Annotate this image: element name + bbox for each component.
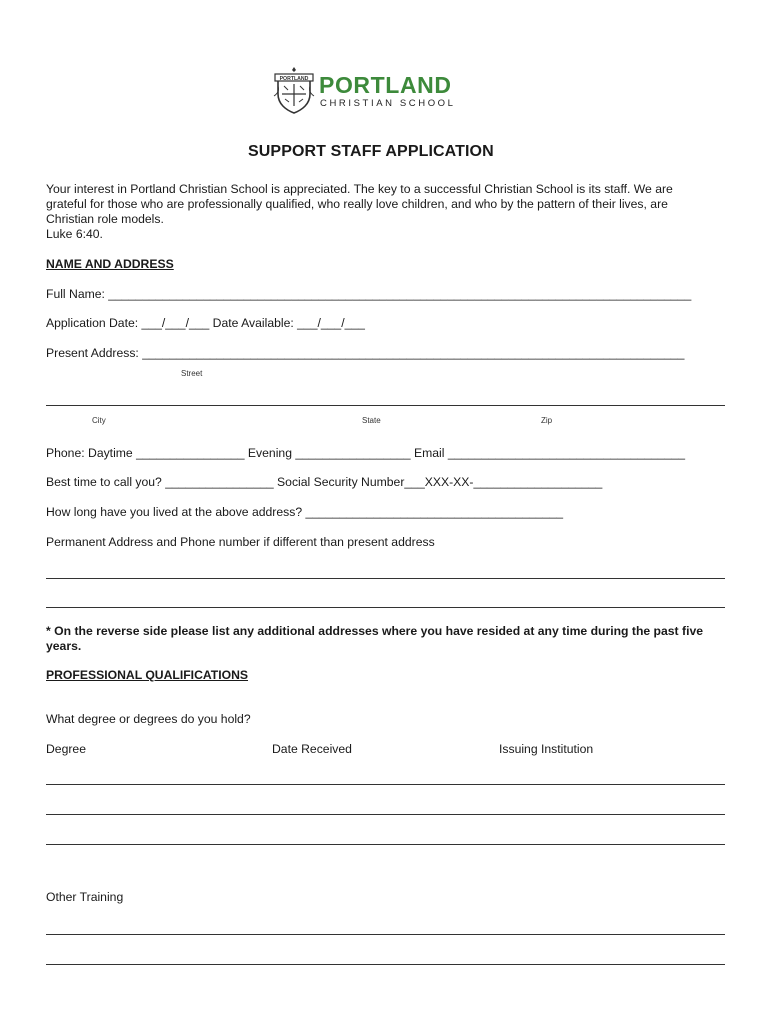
other-training-line-1[interactable] <box>46 934 725 935</box>
crest-icon <box>272 66 316 114</box>
present-address-field[interactable]: Present Address: ________________________________________________________________________________ <box>46 346 685 360</box>
city-label: City <box>92 416 106 425</box>
reverse-side-note-line-2: years. <box>46 639 82 653</box>
application-date-field[interactable]: Application Date: ___/___/___ Date Available: ___/___/___ <box>46 316 365 330</box>
permanent-address-line-2[interactable] <box>46 607 725 608</box>
crest-label: PORTLAND <box>279 75 309 82</box>
intro-line-3: Christian role models. <box>46 212 164 226</box>
full-name-field[interactable]: Full Name: ______________________________________________________________________________________ <box>46 287 692 301</box>
state-label: State <box>362 416 381 425</box>
degree-line-1[interactable] <box>46 784 725 785</box>
scripture-reference: Luke 6:40. <box>46 227 103 241</box>
school-logo <box>272 66 462 114</box>
residence-duration-field[interactable]: How long have you lived at the above address? ______________________________________ <box>46 505 564 519</box>
page-title: SUPPORT STAFF APPLICATION <box>248 143 494 160</box>
best-time-ssn-field[interactable]: Best time to call you? ________________ Social Security Number___XXX-XX-___________________ <box>46 475 603 489</box>
section-heading-name-address: NAME AND ADDRESS <box>46 257 174 271</box>
other-training-line-2[interactable] <box>46 964 725 965</box>
intro-line-2: grateful for those who are professionally qualified, who really love children, and who by the pattern of their lives, are <box>46 197 668 211</box>
logo-wordmark: PORTLAND <box>319 72 452 98</box>
other-training-label: Other Training <box>46 890 124 904</box>
degree-line-2[interactable] <box>46 814 725 815</box>
degree-column-header: Degree <box>46 742 86 756</box>
section-heading-qualifications: PROFESSIONAL QUALIFICATIONS <box>46 668 249 682</box>
permanent-address-label: Permanent Address and Phone number if different than present address <box>46 535 435 549</box>
phone-email-field[interactable]: Phone: Daytime ________________ Evening _________________ Email ___________________________________ <box>46 446 686 460</box>
reverse-side-note-line-1: * On the reverse side please list any additional addresses where you have resided at any time during the past five <box>46 624 704 638</box>
degree-line-3[interactable] <box>46 844 725 845</box>
degree-question: What degree or degrees do you hold? <box>46 712 251 726</box>
permanent-address-line-1[interactable] <box>46 578 725 579</box>
issuing-institution-column-header: Issuing Institution <box>499 742 594 756</box>
intro-line-1: Your interest in Portland Christian School is appreciated. The key to a successful Christian School is its staff. We are <box>46 182 673 196</box>
date-received-column-header: Date Received <box>272 742 352 756</box>
address-line-2[interactable] <box>46 405 725 406</box>
logo-subtitle: CHRISTIAN SCHOOL <box>320 98 456 109</box>
street-label: Street <box>181 369 203 378</box>
zip-label: Zip <box>541 416 553 425</box>
